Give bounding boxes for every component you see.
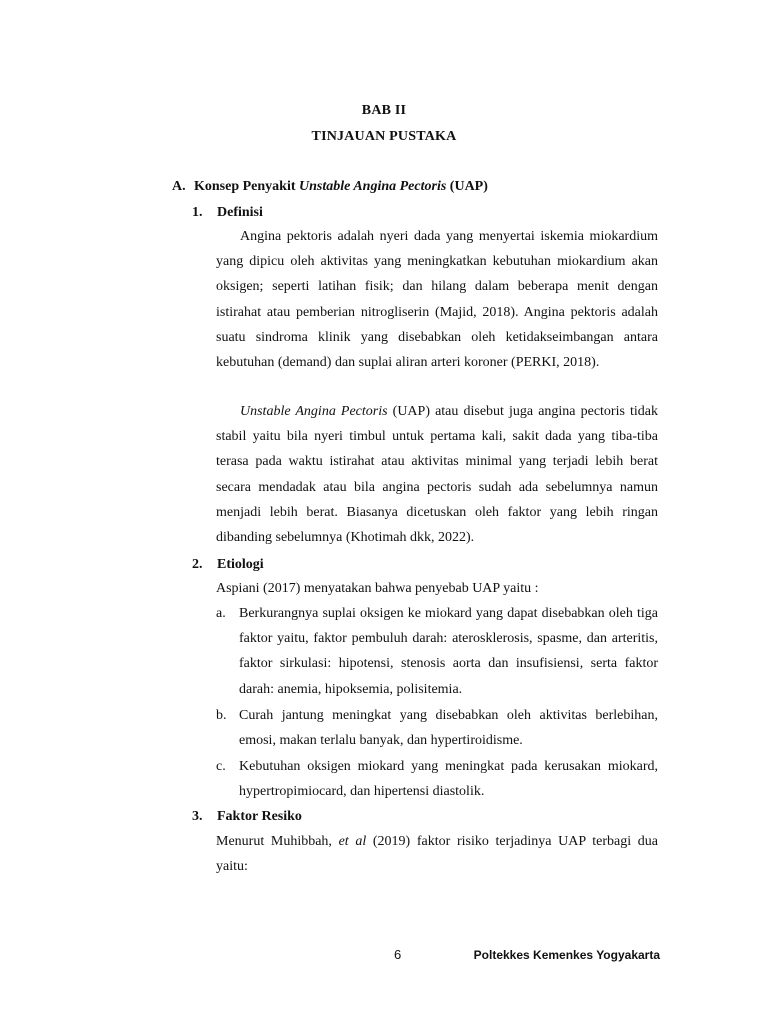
etiologi-item-a-marker: a.: [216, 606, 226, 621]
etiologi-intro: Aspiani (2017) menyatakan bahwa penyebab UAP yaitu :: [216, 581, 539, 596]
footer-institution: Poltekkes Kemenkes Yogyakarta: [473, 948, 660, 962]
definisi-number: 1.: [192, 205, 203, 220]
etiologi-item-b-marker: b.: [216, 708, 227, 723]
section-a-prefix: Konsep Penyakit: [194, 179, 300, 194]
definisi-paragraph-2-italic: Unstable Angina Pectoris: [240, 404, 388, 419]
section-a-heading: [194, 178, 488, 196]
etiologi-number: 2.: [192, 557, 203, 572]
faktor-resiko-number: 3.: [192, 809, 203, 824]
page-number: 6: [394, 947, 402, 962]
definisi-title: Definisi: [217, 205, 263, 220]
definisi-paragraph-1: Angina pektoris adalah nyeri dada yang menyertai iskemia miokardium yang dipicu oleh aktivitas yang meningkatkan kebutuhan miokardium akan oksigen; seperti latihan fisik; dan hilang dalam beberapa menit dengan istirahat atau pemberian nitrogliserin (Majid, 2018). Angina pektoris adalah suatu sindroma klinik yang disebabkan oleh ketidakseimbangan antara kebutuhan (demand) dan suplai aliran arteri koroner (PERKI, 2018).: [216, 229, 658, 371]
definisi-paragraph-2: [216, 399, 658, 550]
definisi-paragraph-2-rest: (UAP) atau disebut juga angina pectoris tidak stabil yaitu bila nyeri timbul untuk pertama kali, sakit dada yang tiba-tiba terasa pada waktu istirahat atau aktivitas minimal yang terjadi lebih berat secara mendadak atau bila angina pectoris sudah ada sebelumnya namun menjadi lebih berat. Biasanya dicetuskan oleh faktor yang lebih ringan dibanding sebelumnya (Khotimah dkk, 2022).: [216, 404, 658, 546]
section-a-suffix: (UAP): [446, 179, 488, 194]
faktor-resiko-intro-start: Menurut Muhibbah,: [216, 834, 339, 849]
section-a-letter: A.: [172, 179, 186, 194]
faktor-resiko-title: Faktor Resiko: [217, 809, 302, 824]
etiologi-title: Etiologi: [217, 557, 264, 572]
chapter-title: TINJAUAN PUSTAKA: [311, 129, 457, 144]
chapter-number: BAB II: [361, 103, 407, 118]
etiologi-item-a: Berkurangnya suplai oksigen ke miokard yang dapat disebabkan oleh tiga faktor yaitu, faktor pembuluh darah: aterosklerosis, spasme, dan arteritis, faktor sirkulasi: hipotensi, stenosis aorta dan insufisiensi, serta faktor darah: anemia, hipoksemia, polisitemia.: [239, 606, 658, 697]
etiologi-item-b: Curah jantung meningkat yang disebabkan oleh aktivitas berlebihan, emosi, makan terlalu banyak, dan hypertiroidisme.: [239, 708, 658, 749]
etiologi-item-c: Kebutuhan oksigen miokard yang meningkat pada kerusakan miokard, hypertropimiocard, dan hipertensi diastolik.: [239, 759, 658, 800]
etiologi-item-c-marker: c.: [216, 759, 226, 774]
faktor-resiko-intro-end: (2019) faktor risiko terjadinya UAP terbagi dua yaitu:: [216, 834, 659, 875]
faktor-resiko-intro: [216, 829, 658, 879]
section-a-italic-term: Unstable Angina Pectoris: [299, 179, 447, 194]
faktor-resiko-intro-italic: et al: [338, 834, 367, 849]
